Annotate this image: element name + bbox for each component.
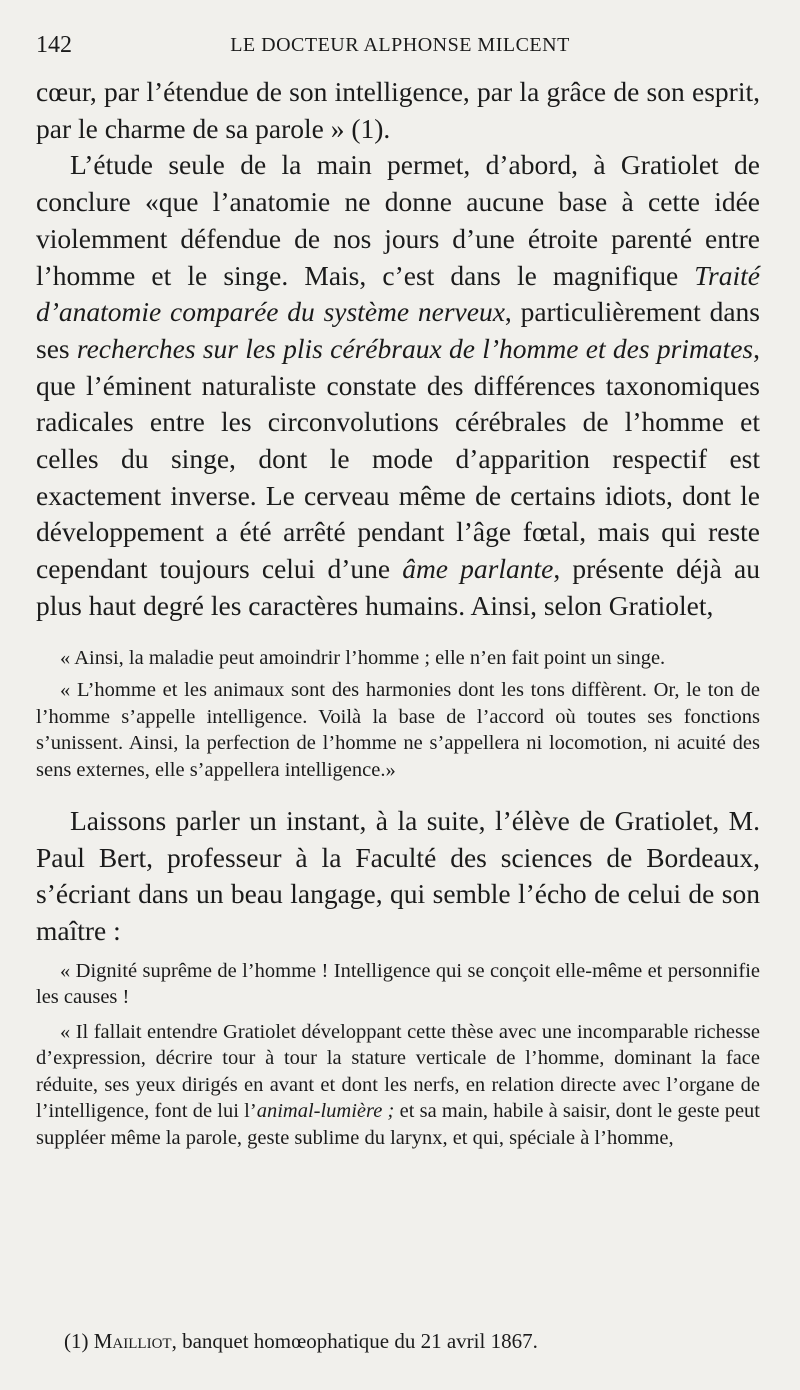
footnote [64, 1329, 764, 1354]
quote-dignite: « Dignité suprême de l’homme ! Intelligence qui se conçoit elle-même et personnifie les causes ! [36, 959, 760, 1009]
paragraph-paul-bert: Laissons parler un instant, à la suite, l’élève de Gratiolet, M. Paul Bert, professeur à la Faculté des sciences de Bordeaux, s’écriant dans un beau langage, qui semble l’écho de celui de son maître : [36, 805, 760, 947]
quote-gratiolet-these [36, 1019, 760, 1152]
quote-maladie: « Ainsi, la maladie peut amoindrir l’homme ; elle n’en fait point un singe. [60, 646, 666, 669]
italic-title-recherches: recherches sur les plis cérébraux de l’homme et des primates [76, 332, 754, 364]
paragraph-segment: , que l’éminent naturaliste constate des différences taxonomiques radicales entre les circonvolutions cérébrales de l’homme et celles du singe, dont le mode d’apparition respectif est exactement inverse. Le cerveau même de certains idiots, dont le développement a été arrêté pendant l’âge fœtal, mais qui reste cependant toujours celui d’une [36, 332, 760, 585]
italic-ame-parlante: âme parlante [402, 553, 554, 585]
paragraph-segment: , particulièrement dans ses [36, 296, 760, 364]
italic-animal-lumiere: animal-lumière ; [256, 1100, 395, 1123]
quote-harmonies: « L’homme et les animaux sont des harmonies dont les tons diffèrent. Or, le ton de l’homme s’appelle intelligence. Voilà la base de l’accord où toutes ses fonctions s’unissent. Ainsi, la perfection de l’homme ne s’appellera ni locomotion, ni acuité des sens externes, elle s’appellera intelligence.» [36, 679, 760, 781]
footnote-marker: (1) [64, 1329, 94, 1353]
italic-title-traite: Traité d’anatomie comparée du système nerveux [36, 259, 760, 328]
page-number: 142 [36, 32, 72, 58]
paragraph-continuation: cœur, par l’étendue de son intelligence, par la grâce de son esprit, par le charme de sa parole » (1). [36, 76, 760, 144]
quote-segment: « Il fallait entendre Gratiolet développant cette thèse avec une incomparable richesse d’expression, décrire tour à tour la stature verticale de l’homme, dominant la face réduite, ses yeux dirigés en avant et dont les nerfs, en relation directe avec l’organe de l’intelligence, font de lui l’ [36, 1020, 760, 1123]
running-title: LE DOCTEUR ALPHONSE MILCENT [230, 34, 570, 56]
body-text [36, 74, 760, 1151]
paragraph-segment: L’étude seule de la main permet, d’abord, à Gratiolet de conclure «que l’anatomie ne donne aucune base à cette idée violemment défendue de nos jours d’une étroite parenté entre l’homme et le singe. Mais, c’est dans le magnifique [36, 149, 760, 291]
paragraph-gratiolet-hand [36, 147, 760, 624]
paragraph-segment: , présente déjà au plus haut degré les caractères humains. Ainsi, selon Gratiolet, [36, 553, 760, 621]
page-header [36, 32, 764, 60]
quote-segment: et sa main, habile à saisir, dont le geste peut suppléer même la parole, geste sublime du larynx, et qui, spéciale à l’homme, [36, 1100, 761, 1149]
footnote-author: Mailliot [93, 1329, 172, 1353]
footnote-text: , banquet homœophatique du 21 avril 1867. [171, 1329, 538, 1353]
